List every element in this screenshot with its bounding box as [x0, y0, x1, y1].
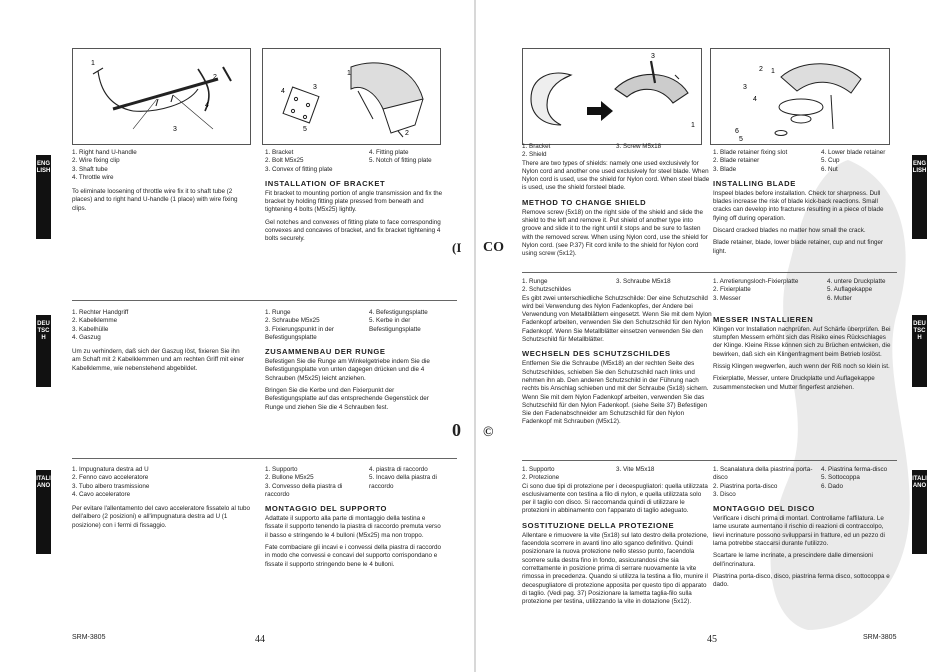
- paragraph: Bringen Sie die Kerbe und den Fixierpunkt der Befestigungsplatte auf das entsprechende Gegenstück der Runge und ziehen Sie die 4 Schrauben fest.: [265, 387, 429, 411]
- fig4-callout-3: 3: [743, 84, 747, 91]
- list-item: 2. Fenno cavo acceleratore: [72, 474, 149, 482]
- list-item: 1. Scanalatura della piastrina porta-disco: [713, 466, 813, 482]
- side-mark: (I: [452, 240, 462, 255]
- list-item: 3. Screw M5x18: [616, 143, 662, 150]
- list-item: 5. Cup: [821, 157, 840, 165]
- list-item: 5. Incavo della piastra di raccordo: [369, 474, 437, 490]
- fig2-callout-1: 1: [347, 70, 351, 77]
- shield-illustration: [523, 49, 701, 144]
- list-item: 4. piastra di raccordo: [369, 466, 428, 473]
- fig2-callout-5: 5: [303, 126, 307, 133]
- section-heading: MONTAGGIO DEL SUPPORTO: [265, 504, 388, 514]
- list-item: 1. Bracket: [522, 143, 551, 150]
- fig2-callout-2: 2: [405, 130, 409, 137]
- section-divider: [72, 458, 457, 459]
- en-col2: [713, 149, 893, 256]
- fig1-callout-1: 1: [91, 60, 95, 67]
- side-mark: ©: [483, 425, 494, 440]
- de-col2: [713, 278, 893, 392]
- list-item: 2. Schutzschildes: [522, 286, 572, 294]
- figure-bracket: [262, 48, 441, 145]
- english-col1: [72, 149, 250, 213]
- fig4-callout-4: 4: [753, 96, 757, 103]
- section-heading: MONTAGGIO DEL DISCO: [713, 504, 815, 514]
- section-heading: ZUSAMMENBAU DER RUNGE: [265, 347, 386, 357]
- parts-list: [522, 278, 712, 295]
- list-item: 2. Blade retainer: [713, 157, 760, 165]
- parts-list: [522, 143, 712, 160]
- italiano-col1: [72, 466, 252, 530]
- list-item: 1. Arretierungsloch-Fixierplatte: [713, 278, 799, 285]
- list-item: 3. Tubo albero trasmissione: [72, 482, 150, 490]
- list-item: 1. Runge: [522, 278, 548, 285]
- list-item: 5. Kerbe in der Befestigungsplatte: [369, 317, 421, 333]
- throttle-wire-illustration: [73, 49, 250, 144]
- page-number: 45: [707, 634, 717, 645]
- language-tab-deutsch: DEUTSCH: [36, 315, 51, 387]
- language-tab-italiano: ITALIANO: [36, 470, 51, 554]
- list-item: 1. Right hand U-handle: [72, 149, 137, 156]
- list-item: 2. Bullone M5x25: [265, 474, 314, 482]
- paragraph: Fate combaciare gli incavi e i convessi della piastra di raccordo in modo che convessi e concavi del supporto corrispondano e fissate il supporto stringendo bene le 4 bulloni.: [265, 544, 442, 568]
- list-item: 6. Dado: [821, 482, 844, 490]
- list-item: 2. Fixierplatte: [713, 286, 751, 294]
- paragraph: Entfernen Sie die Schraube (M5x18) an der rechten Seite des Schutzschildes, schieben Sie den Schutzschild nach links und nehmen ihn ab. Den anderen Schutzschild in der Führung nach rechts bis Anschlag schieben und mit der Schraube (5x18) sichern. Wenn Sie mit dem Nylon Fadenkopf arbeiten, verwenden Sie das Schutzschild für den Nylon Fadenkopf. (siehe Seite 37) Befestigen Sie den Fadenabschneider am Schutzschild für den Nylon Fadenkopf mit Schrauben (M5x12).: [522, 360, 709, 426]
- side-mark: CO: [483, 240, 504, 255]
- section-heading: SOSTITUZIONE DELLA PROTEZIONE: [522, 520, 675, 530]
- paragraph: Per evitare l'allentamento del cavo acceleratore fissatelo al tubo dell'albero (2 posizioni) e all'impugnatura destra ad U (1 posizione) con i fermi di fissaggio.: [72, 505, 250, 529]
- list-item: 2. Shield: [522, 151, 547, 159]
- parts-list: [713, 466, 893, 499]
- fig2-callout-4: 4: [281, 88, 285, 95]
- paragraph: Piastrina porta-disco, disco, piastrina ferma disco, sottocoppa e dado.: [713, 572, 890, 589]
- fig3-callout-3: 3: [651, 53, 655, 60]
- list-item: 3. Convex of fitting plate: [265, 165, 333, 173]
- paragraph: There are two types of shields: namely one used exclusively for Nylon cord and another one used exclusively for steel blade. When Nylon cord is used, use the shield for Nylon cord. When steel blade is used, use the shield forsteel blade.: [522, 159, 710, 192]
- list-item: 3. Shaft tube: [72, 165, 108, 173]
- language-tab-english: ENGLISH: [912, 155, 927, 239]
- list-item: 4. Gaszug: [72, 333, 101, 341]
- paragraph: Allentare e rimuovere la vite (5x18) sul lato destro della protezione, facendola scorrere in avanti lino allo sganco definitivo. Quindi posizionare la nuova protezione nello stesso punto, facendola scorrere sulla destra fino in fondo, assicurandosi che sia correttamente in posizione prima di serrare nuovamente la vite rimossa in precedenza. Quando si utilizza la testina a filo, munire il decespugliatore di protezione apposita per questo tipo di apparato di taglio. (Vedi pag. 37) Posizionare la lametta taglia-filo sulla protezione per testina, utilizzando la vite in dotazione (5x12).: [522, 531, 709, 606]
- folio-model: SRM-3805: [863, 634, 897, 641]
- arrow-right-icon: [587, 101, 613, 121]
- figure-throttle-wire: [72, 48, 251, 145]
- section-heading: METHOD TO CHANGE SHIELD: [522, 197, 647, 207]
- fig1-callout-3: 3: [173, 126, 177, 133]
- list-item: 2. Kabelklemme: [72, 317, 118, 325]
- list-item: 4. untere Druckplatte: [827, 278, 886, 285]
- list-item: 4. Befestigungsplatte: [369, 309, 428, 316]
- list-item: 1. Supporto: [522, 466, 555, 473]
- folio-model: SRM-3805: [72, 634, 106, 641]
- fig4-callout-6: 6: [735, 128, 739, 135]
- list-item: 2. Protezione: [522, 474, 560, 482]
- side-mark: 0: [452, 420, 461, 440]
- list-item: 2. Bolt M5x25: [265, 157, 304, 165]
- paragraph: Klingen vor Installation nachprüfen. Auf Schärfe überprüfen. Bei stumpfen Messern erhöht sich das Risiko eines Rückschlages der Klinge. Kleine Risse können sich zu Brüchen entwicken, die bewirken, daß sich ein Klingenfragment beim Betrieb loslöst.: [713, 325, 891, 358]
- blade-illustration: [711, 49, 889, 144]
- paragraph: Fit bracket to mounting portion of angle transmission and fix the bracket by holding fitting plate pressed from beneath and tightening 4 bolts (M5x25) lightly.: [265, 189, 443, 214]
- parts-list: [265, 149, 445, 174]
- list-item: 3. Kabelhülle: [72, 325, 109, 333]
- language-tab-english: ENGLISH: [36, 155, 51, 239]
- list-item: 5. Auflagekappe: [827, 286, 873, 294]
- parts-list: [713, 278, 893, 303]
- list-item: 2. Piastrina porta-disco: [713, 482, 778, 490]
- list-item: 1. Impugnatura destra ad U: [72, 466, 149, 473]
- list-item: 6. Mutter: [827, 294, 852, 302]
- paragraph: Adattate il supporto alla parte di montaggio della testina e fissate il supporto tenendo la piastra di raccordo premuta verso il basso e stringendo le 4 bulloni (M5x25) ma non troppo.: [265, 515, 441, 539]
- deutsch-col2: [265, 309, 445, 412]
- section-divider: [522, 272, 897, 273]
- section-heading: MESSER INSTALLIEREN: [713, 314, 814, 324]
- section-heading: INSTALLING BLADE: [713, 178, 796, 188]
- language-tab-italiano: ITALIANO: [912, 470, 927, 554]
- paragraph: Inspeel blades before installation. Check tor sharpness. Dull blades increase the risk of blade kick-back reactions. Small cracks can develop into fractures resulting in a piece of blade flying off during operation.: [713, 189, 884, 222]
- list-item: 3. Messer: [713, 294, 741, 302]
- paragraph: Fixierplatte, Messer, untere Druckplatte und Auflagekappe zusammenstecken und Mutter fingerfest anziehen.: [713, 375, 875, 391]
- section-divider: [72, 300, 457, 301]
- paragraph: Remove screw (5x18) on the right side of the shield and slide the shield to the left and remove it. Put shield of another type into groove and slide it to the right until it stops and be sure to fasten with the removed screw. When using Nylon cord, use the shield for Nylon cord. (see P.37) Fit cord knife to the shield for Nylon cord using screw (5x12).: [522, 208, 708, 258]
- fig4-callout-2: 2: [759, 66, 763, 73]
- parts-list: [265, 309, 445, 342]
- fig1-callout-2: 2: [213, 74, 217, 81]
- section-divider: [522, 460, 897, 461]
- list-item: 5. Notch of fitting plate: [369, 157, 432, 165]
- list-item: 1. Rechter Handgriff: [72, 309, 129, 316]
- fig4-callout-1: 1: [771, 68, 775, 75]
- section-heading: WECHSELN DES SCHUTZSCHILDES: [522, 349, 671, 359]
- parts-list: [265, 466, 445, 499]
- list-item: 3. Disco: [713, 490, 736, 498]
- language-tab-deutsch: DEUTSCH: [912, 315, 927, 387]
- de-col1: [522, 278, 712, 427]
- list-item: 1. Bracket: [265, 149, 294, 156]
- list-item: 4. Piastrina ferma-disco: [821, 466, 888, 473]
- list-item: 3. Convesso della piastra di raccordo: [265, 482, 343, 498]
- paragraph: Scartare le lame incrinate, a prescindere dalle dimensioni dell'incrinatura.: [713, 552, 873, 568]
- figure-shield: [522, 48, 702, 145]
- list-item: 4. Lower blade retainer: [821, 149, 886, 156]
- list-item: 4. Cavo acceleratore: [72, 490, 131, 498]
- en-col1: [522, 143, 712, 259]
- paragraph: Ci sono due tipi di protezione per i decespugliatori: quella utilizzata esclusivamente con testina a filo di nylon, e quella utilizzata solo per il taglio con disco. Si raccomanda quindi di utilizzare le protezioni in abbinamento con l'apparato di taglio adeguato.: [522, 482, 708, 515]
- english-col2: [265, 149, 445, 244]
- list-item: 3. Fixierungspunkt in der Befestigungsplatte: [265, 325, 334, 341]
- fig2-callout-3: 3: [313, 84, 317, 91]
- paragraph: Um zu verhindern, daß sich der Gaszug löst, fixieren Sie ihn am Schaft mit 2 Kabelklemmen und am rechten Griff mit einer Kabelklemme, wie nebenstehend abgebildet.: [72, 348, 245, 372]
- it-col1: [522, 466, 712, 606]
- it-col2: [713, 466, 893, 590]
- paragraph: To eliminate loosening of throttle wire fix it to shaft tube (2 places) and to right hand U-handle (1 place) with wire fixing clips.: [72, 188, 238, 212]
- list-item: 3. Blade: [713, 165, 737, 173]
- italiano-col2: [265, 466, 445, 569]
- section-heading: INSTALLATION OF BRACKET: [265, 178, 386, 188]
- page-number: 44: [255, 634, 265, 645]
- list-item: 2. Schraube M5x25: [265, 317, 320, 325]
- paragraph: Discard cracked blades no matter how small the crack.: [713, 227, 866, 235]
- paragraph: Gel notches and convexes of fitting plate to face corresponding convexes and concaves of bracket, and fix bracket tightening 4 bolts securely.: [265, 218, 441, 243]
- fig4-callout-5: 5: [739, 136, 743, 143]
- list-item: 3. Vite M5x18: [616, 466, 655, 473]
- list-item: 6. Nut: [821, 165, 838, 173]
- bracket-illustration: [263, 49, 440, 144]
- deutsch-col1: [72, 309, 250, 373]
- paragraph: Blade retainer, blade, lower blade retainer, cup and nut finger light.: [713, 239, 884, 255]
- paragraph: Rissig Klingen wegwerfen, auch wenn der Riß noch so klein ist.: [713, 363, 890, 371]
- fig1-callout-4: 4: [205, 102, 209, 109]
- list-item: 1. Runge: [265, 309, 291, 316]
- list-item: 4. Fitting plate: [369, 149, 409, 156]
- fig3-callout-1: 1: [691, 122, 695, 129]
- list-item: 5. Sottocoppa: [821, 474, 860, 482]
- paragraph: Befestigen Sie die Runge am Winkelgetriebe indem Sie die Befestigungsplatte von unten dagegen drücken und die 4 Schrauben (M5x25) leicht anziehen.: [265, 358, 430, 382]
- list-item: 4. Throttle wire: [72, 173, 114, 181]
- list-item: 3. Schraube M5x18: [616, 278, 671, 285]
- parts-list: [522, 466, 712, 483]
- list-item: 1. Supporto: [265, 466, 298, 473]
- parts-list: [713, 149, 893, 174]
- list-item: 2. Wire fixing clip: [72, 157, 120, 165]
- right-page: [475, 0, 950, 672]
- paragraph: Verificare i dischi prima di montarl. Controllarne l'affilatura. Le lame usurate aumentano il rischio di reazioni di contraccolpo, lievi incrinature possono svilupparsi in fratture, ed un pezzo di lama potrebbe staccarsi durante l'utilizzo.: [713, 515, 885, 548]
- paragraph: Es gibt zwei unterschiedliche Schutzschilde: Der eine Schutzschild wird bei Verwendung des Nylon Fadenkopfes, der Andere bei Verwendung von Metallblättern eingesetzt. Wenn Sie mit dem Nylon Fadenkopf arbeiten, verwenden Sie den Schutzschild für den Nylon Fadenkopf. Wenn Sie Metallblätter einsetzen verwenden Sie den Schutzschild für Metallblätter.: [522, 294, 712, 344]
- list-item: 1. Blade retainer fixing slot: [713, 149, 788, 156]
- figure-blade: [710, 48, 890, 145]
